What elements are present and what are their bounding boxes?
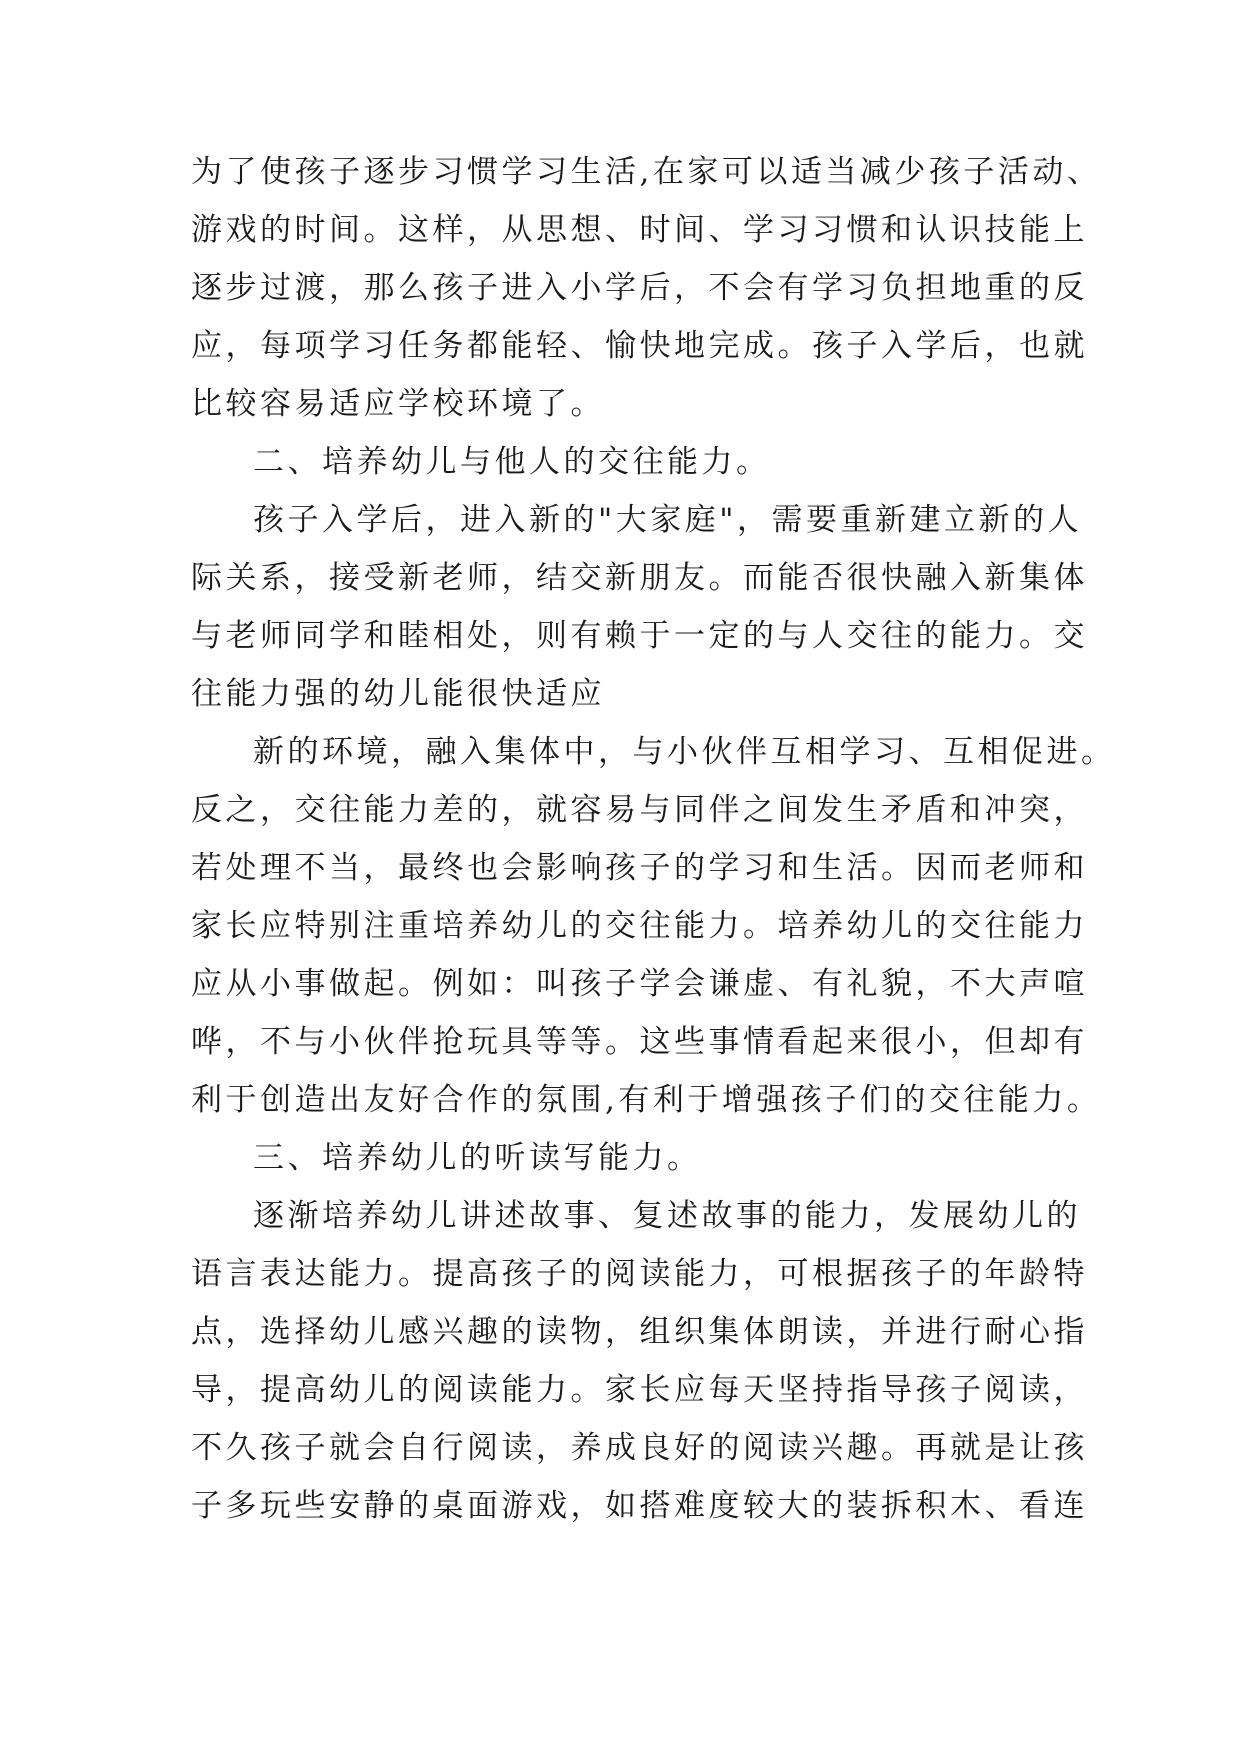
body-text-line: 游戏的时间。这样，从思想、时间、学习习惯和认识技能上 <box>191 212 1088 248</box>
body-text-line: 应从小事做起。例如：叫孩子学会谦虚、有礼貌，不大声喧 <box>191 966 1088 1002</box>
body-text-line: 逐渐培养幼儿讲述故事、复述故事的能力，发展幼儿的 <box>253 1198 1081 1234</box>
section-heading: 三、培养幼儿的听读写能力。 <box>253 1140 702 1176</box>
body-text-line: 与老师同学和睦相处，则有赖于一定的与人交往的能力。交 <box>191 618 1088 654</box>
body-text-line: 新的环境，融入集体中，与小伙伴互相学习、互相促进。 <box>253 734 1116 770</box>
body-text-line: 际关系，接受新老师，结交新朋友。而能否很快融入新集体 <box>191 560 1088 596</box>
body-text-line: 子多玩些安静的桌面游戏，如搭难度较大的装拆积木、看连 <box>191 1488 1088 1524</box>
section-heading: 二、培养幼儿与他人的交往能力。 <box>253 444 771 480</box>
body-text-line: 不久孩子就会自行阅读，养成良好的阅读兴趣。再就是让孩 <box>191 1430 1088 1466</box>
body-text-line: 比较容易适应学校环境了。 <box>191 386 605 422</box>
body-text-line: 孩子入学后，进入新的"大家庭"，需要重新建立新的人 <box>253 502 1083 538</box>
body-text-line: 利于创造出友好合作的氛围,有利于增强孩子们的交往能力。 <box>191 1082 1102 1118</box>
body-text-line: 点，选择幼儿感兴趣的读物，组织集体朗读，并进行耐心指 <box>191 1314 1088 1350</box>
body-text-line: 导，提高幼儿的阅读能力。家长应每天坚持指导孩子阅读， <box>191 1372 1088 1408</box>
body-text-line: 应，每项学习任务都能轻、愉快地完成。孩子入学后，也就 <box>191 328 1088 364</box>
body-text-line: 语言表达能力。提高孩子的阅读能力，可根据孩子的年龄特 <box>191 1256 1088 1292</box>
body-text-line: 往能力强的幼儿能很快适应 <box>191 676 605 712</box>
body-text-line: 家长应特别注重培养幼儿的交往能力。培养幼儿的交往能力 <box>191 908 1088 944</box>
body-text-line: 逐步过渡，那么孩子进入小学后，不会有学习负担地重的反 <box>191 270 1088 306</box>
body-text-line: 若处理不当，最终也会影响孩子的学习和生活。因而老师和 <box>191 850 1088 886</box>
body-text-line: 哗，不与小伙伴抢玩具等等。这些事情看起来很小，但却有 <box>191 1024 1088 1060</box>
body-text-line: 反之，交往能力差的，就容易与同伴之间发生矛盾和冲突， <box>191 792 1088 828</box>
body-text-line: 为了使孩子逐步习惯学习生活,在家可以适当减少孩子活动、 <box>191 154 1102 190</box>
